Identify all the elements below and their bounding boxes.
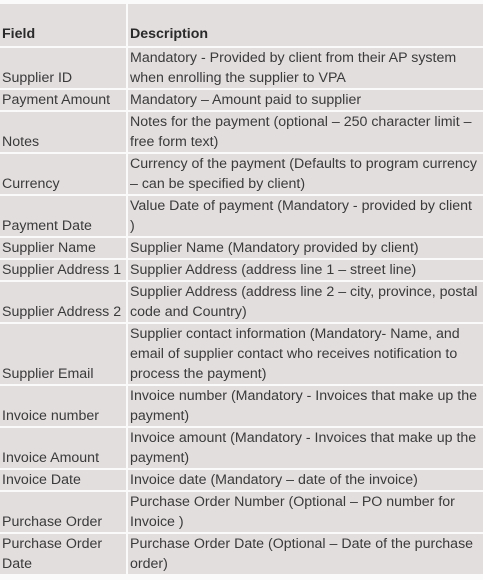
table-row (0, 260, 483, 280)
table-row (0, 48, 483, 88)
field-cell: Currency (0, 154, 126, 194)
field-cell: Purchase Order (0, 492, 126, 532)
field-cell: Supplier Name (0, 238, 126, 258)
table-row (0, 534, 483, 574)
table-row (0, 112, 483, 152)
description-cell: Invoice date (Mandatory – date of the invoice) (126, 470, 483, 490)
table-row (0, 282, 483, 322)
header-field: Field (0, 4, 126, 46)
table-row (0, 492, 483, 532)
field-cell: Supplier Email (0, 324, 126, 384)
table-row (0, 386, 483, 426)
field-cell: Purchase Order Date (0, 534, 126, 574)
table-row (0, 428, 483, 468)
field-cell: Payment Date (0, 196, 126, 236)
field-cell: Supplier Address 1 (0, 260, 126, 280)
description-cell: Invoice number (Mandatory - Invoices that make up the payment) (126, 386, 483, 426)
field-cell: Invoice Date (0, 470, 126, 490)
description-cell: Supplier Address (address line 1 – street line) (126, 260, 483, 280)
field-description-table (0, 2, 483, 576)
header-description: Description (126, 4, 483, 46)
table-row (0, 196, 483, 236)
description-cell: Purchase Order Number (Optional – PO number for Invoice ) (126, 492, 483, 532)
description-cell: Invoice amount (Mandatory - Invoices that make up the payment) (126, 428, 483, 468)
field-cell: Notes (0, 112, 126, 152)
table-row (0, 324, 483, 384)
description-cell: Mandatory – Amount paid to supplier (126, 90, 483, 110)
table-row (0, 154, 483, 194)
field-cell: Supplier ID (0, 48, 126, 88)
table-row (0, 238, 483, 258)
table-row (0, 90, 483, 110)
field-cell: Supplier Address 2 (0, 282, 126, 322)
description-cell: Supplier contact information (Mandatory- Name, and email of supplier contact who receives notification to process the payment) (126, 324, 483, 384)
field-cell: Invoice Amount (0, 428, 126, 468)
description-cell: Currency of the payment (Defaults to program currency – can be specified by client) (126, 154, 483, 194)
description-cell: Mandatory - Provided by client from their AP system when enrolling the supplier to VPA (126, 48, 483, 88)
description-cell: Purchase Order Date (Optional – Date of the purchase order) (126, 534, 483, 574)
field-cell: Payment Amount (0, 90, 126, 110)
description-cell: Notes for the payment (optional – 250 character limit – free form text) (126, 112, 483, 152)
description-cell: Value Date of payment (Mandatory - provided by client ) (126, 196, 483, 236)
description-cell: Supplier Address (address line 2 – city, province, postal code and Country) (126, 282, 483, 322)
table-row (0, 470, 483, 490)
description-cell: Supplier Name (Mandatory provided by client) (126, 238, 483, 258)
field-cell: Invoice number (0, 386, 126, 426)
table-header-row (0, 4, 483, 46)
